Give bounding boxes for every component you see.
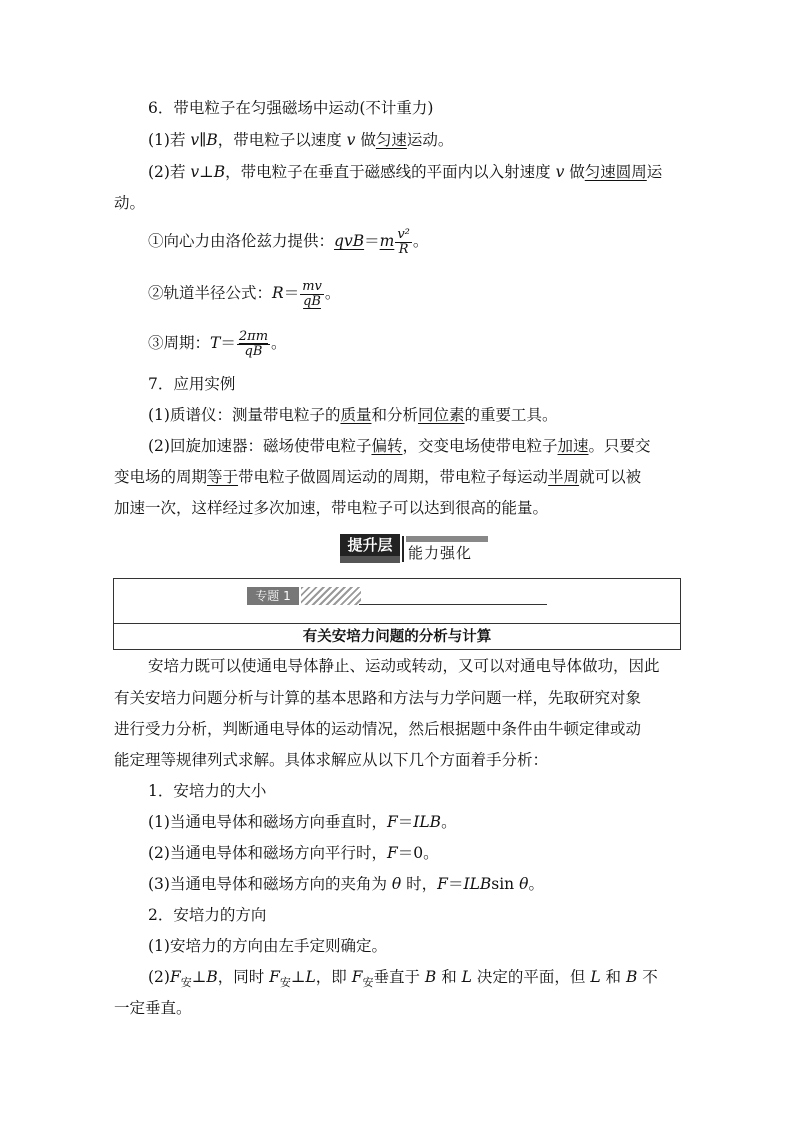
direction-item-1: (1)安培力的方向由左手定则确定。 [148,937,387,955]
formula-centripetal: ①向心力由洛伦兹力提供：qvB＝m $\frac{\text{v²}}{R}$ 。 [148,226,429,257]
banner-decoration-right [406,536,488,542]
formula-radius: ②轨道半径公式：R＝ $\frac{mv}{qB}$ 。 [148,278,341,309]
direction-heading: 2．安培力的方向 [148,906,267,924]
topic-tag: 专题 1 [247,587,299,605]
section-6-item-2: (2)若 v⊥B，带电粒子在垂直于磁感线的平面内以入射速度 v 做匀速圆周运 [148,163,663,181]
size-case-3: (3)当通电导体和磁场方向的夹角为 θ 时，F＝ILBsin θ。 [148,875,544,893]
topic-divider [114,623,680,624]
body-line-1: 安培力既可以使通电导体静止、运动或转动，又可以对通电导体做功，因此 [148,657,660,675]
blank-uniform-circular: 匀速圆周 [584,163,647,181]
size-heading: 1．安培力的大小 [148,782,267,800]
topic-tag-rule [359,604,547,605]
section-7-heading: 7．应用实例 [148,375,236,393]
banner-decoration [340,556,400,563]
size-case-1: (1)当通电导体和磁场方向垂直时，F＝ILB。 [148,813,457,831]
banner-right-label: 能力强化 [408,544,473,562]
body-line-4: 能定理等规律列式求解。具体求解应从以下几个方面着手分析： [114,751,549,769]
blank-uniform: 匀速 [375,131,407,149]
topic-title: 有关安培力问题的分析与计算 [302,628,492,645]
banner-left-label: 提升层 [340,534,400,556]
direction-item-2: $(2)F_安\perp B$，同时 $F_安\perp L$，即 $F_安$垂直于 B 和 L 决定的平面，但 L 和 B 不 [148,968,658,990]
body-line-2: 有关安培力问题分析与计算的基本思路和方法与力学问题一样，先取研究对象 [114,689,642,707]
direction-item-2-cont: 一定垂直。 [114,999,192,1017]
body-line-3: 进行受力分析，判断通电导体的运动情况，然后根据题中条件由牛顿定律或动 [114,720,642,738]
section-7-item-1: (1)质谱仪：测量带电粒子的质量和分析同位素的重要工具。 [148,406,558,424]
topic-box [113,578,681,650]
size-case-2: (2)当通电导体和磁场方向平行时，F＝0。 [148,844,439,862]
level-banner [340,534,490,564]
section-6-item-2-cont: 动。 [114,194,146,212]
section-6-item-1: (1)若 v∥B，带电粒子以速度 v 做匀速运动。 [148,131,454,149]
section-7-item-2-line-3: 加速一次，这样经过多次加速，带电粒子可以达到很高的能量。 [114,499,549,517]
formula-period: ③周期：T＝ $\frac{2\pi m}{qB}$ 。 [148,328,287,359]
section-6-heading: 6．带电粒子在匀强磁场中运动(不计重力) [148,99,434,117]
section-7-item-2: (2)回旋加速器：磁场使带电粒子偏转，交变电场使带电粒子加速。只要交 [148,437,651,455]
banner-divider [402,536,404,562]
section-7-item-2-line-2: 变电场的周期等于带电粒子做圆周运动的周期，带电粒子每运动半周就可以被 [114,468,642,486]
topic-tag-stripes [301,587,361,605]
